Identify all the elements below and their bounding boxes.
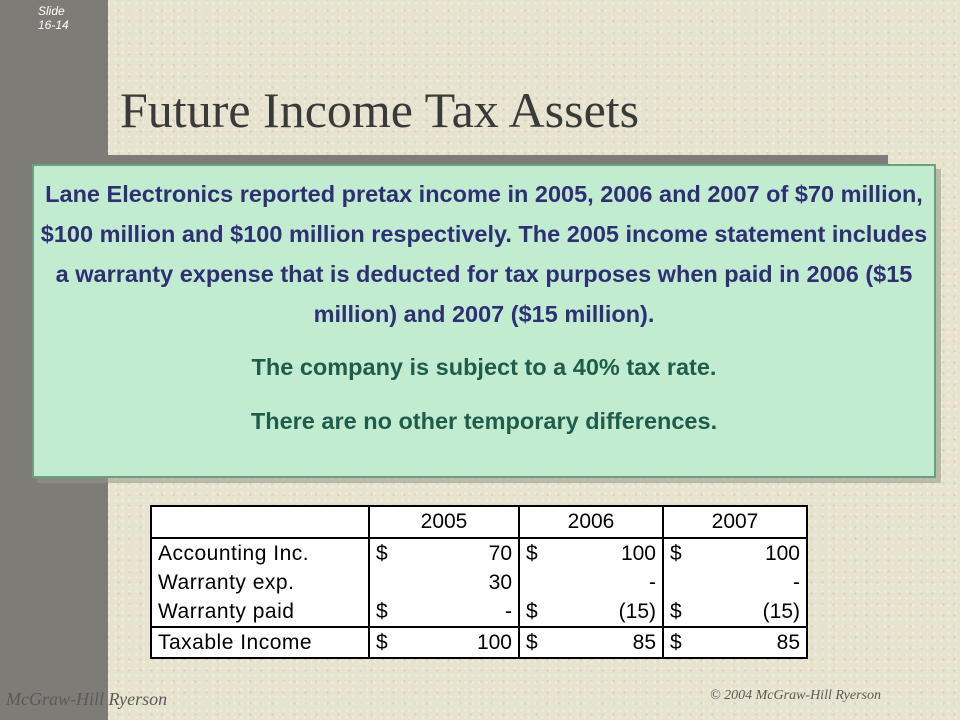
currency-symbol — [369, 568, 410, 597]
problem-textbox — [32, 164, 936, 478]
row-label: Taxable Income — [151, 627, 369, 658]
currency-symbol: $ — [670, 600, 682, 623]
currency-symbol: $ — [526, 600, 538, 623]
value-2007: - — [704, 568, 807, 597]
currency-symbol: $ — [369, 627, 410, 658]
currency-symbol: $ — [526, 542, 538, 565]
row-label: Warranty paid — [151, 597, 369, 627]
taxable-income-table — [150, 505, 808, 659]
currency-symbol: $ — [670, 542, 682, 565]
table-row-taxable-income — [151, 627, 807, 658]
slide-number — [38, 4, 98, 32]
problem-paragraph: Lane Electronics reported pretax income in 2005, 2006 and 2007 of $70 million, $100 million and $100 million respectively. The 2005 income statement includes a warranty expense that is deducted for tax purposes when paid in 2006 ($15 million) and 2007 ($15 million). — [40, 181, 928, 327]
value-2005: - — [410, 597, 519, 627]
value-2007: (15) — [704, 597, 807, 627]
currency-symbol: $ — [376, 600, 388, 623]
value-2007: 85 — [704, 627, 807, 658]
currency-symbol: $ — [663, 627, 704, 658]
year-header-2005: 2005 — [369, 506, 519, 538]
row-label: Warranty exp. — [151, 568, 369, 597]
table-header-row — [151, 506, 807, 538]
publisher-footer: McGraw-Hill Ryerson — [6, 689, 168, 709]
value-2007: 100 — [704, 538, 807, 568]
row-label: Accounting Inc. — [151, 538, 369, 568]
value-2006: - — [560, 568, 663, 597]
value-2006: (15) — [560, 597, 663, 627]
table-row-warranty-paid — [151, 597, 807, 627]
tax-rate-note: The company is subject to a 40% tax rate. — [251, 354, 717, 380]
year-header-2007: 2007 — [663, 506, 807, 538]
no-differences-note: There are no other temporary differences. — [250, 408, 718, 434]
value-2006: 85 — [560, 627, 663, 658]
slide-label: Slide — [38, 4, 65, 18]
slide-title: Future Income Tax Assets — [120, 82, 640, 138]
copyright-footer: © 2004 McGraw-Hill Ryerson — [710, 688, 881, 703]
table-row-accounting-income — [151, 538, 807, 568]
value-2006: 100 — [560, 538, 663, 568]
header-blank-cell — [151, 506, 369, 538]
currency-symbol — [663, 568, 704, 597]
slide-number-value: 16-14 — [38, 18, 69, 32]
currency-symbol — [519, 568, 560, 597]
value-2005: 100 — [410, 627, 519, 658]
currency-symbol: $ — [376, 542, 388, 565]
year-header-2006: 2006 — [519, 506, 663, 538]
value-2005: 70 — [410, 538, 519, 568]
value-2005: 30 — [410, 568, 519, 597]
currency-symbol: $ — [519, 627, 560, 658]
table-row-warranty-expense — [151, 568, 807, 597]
